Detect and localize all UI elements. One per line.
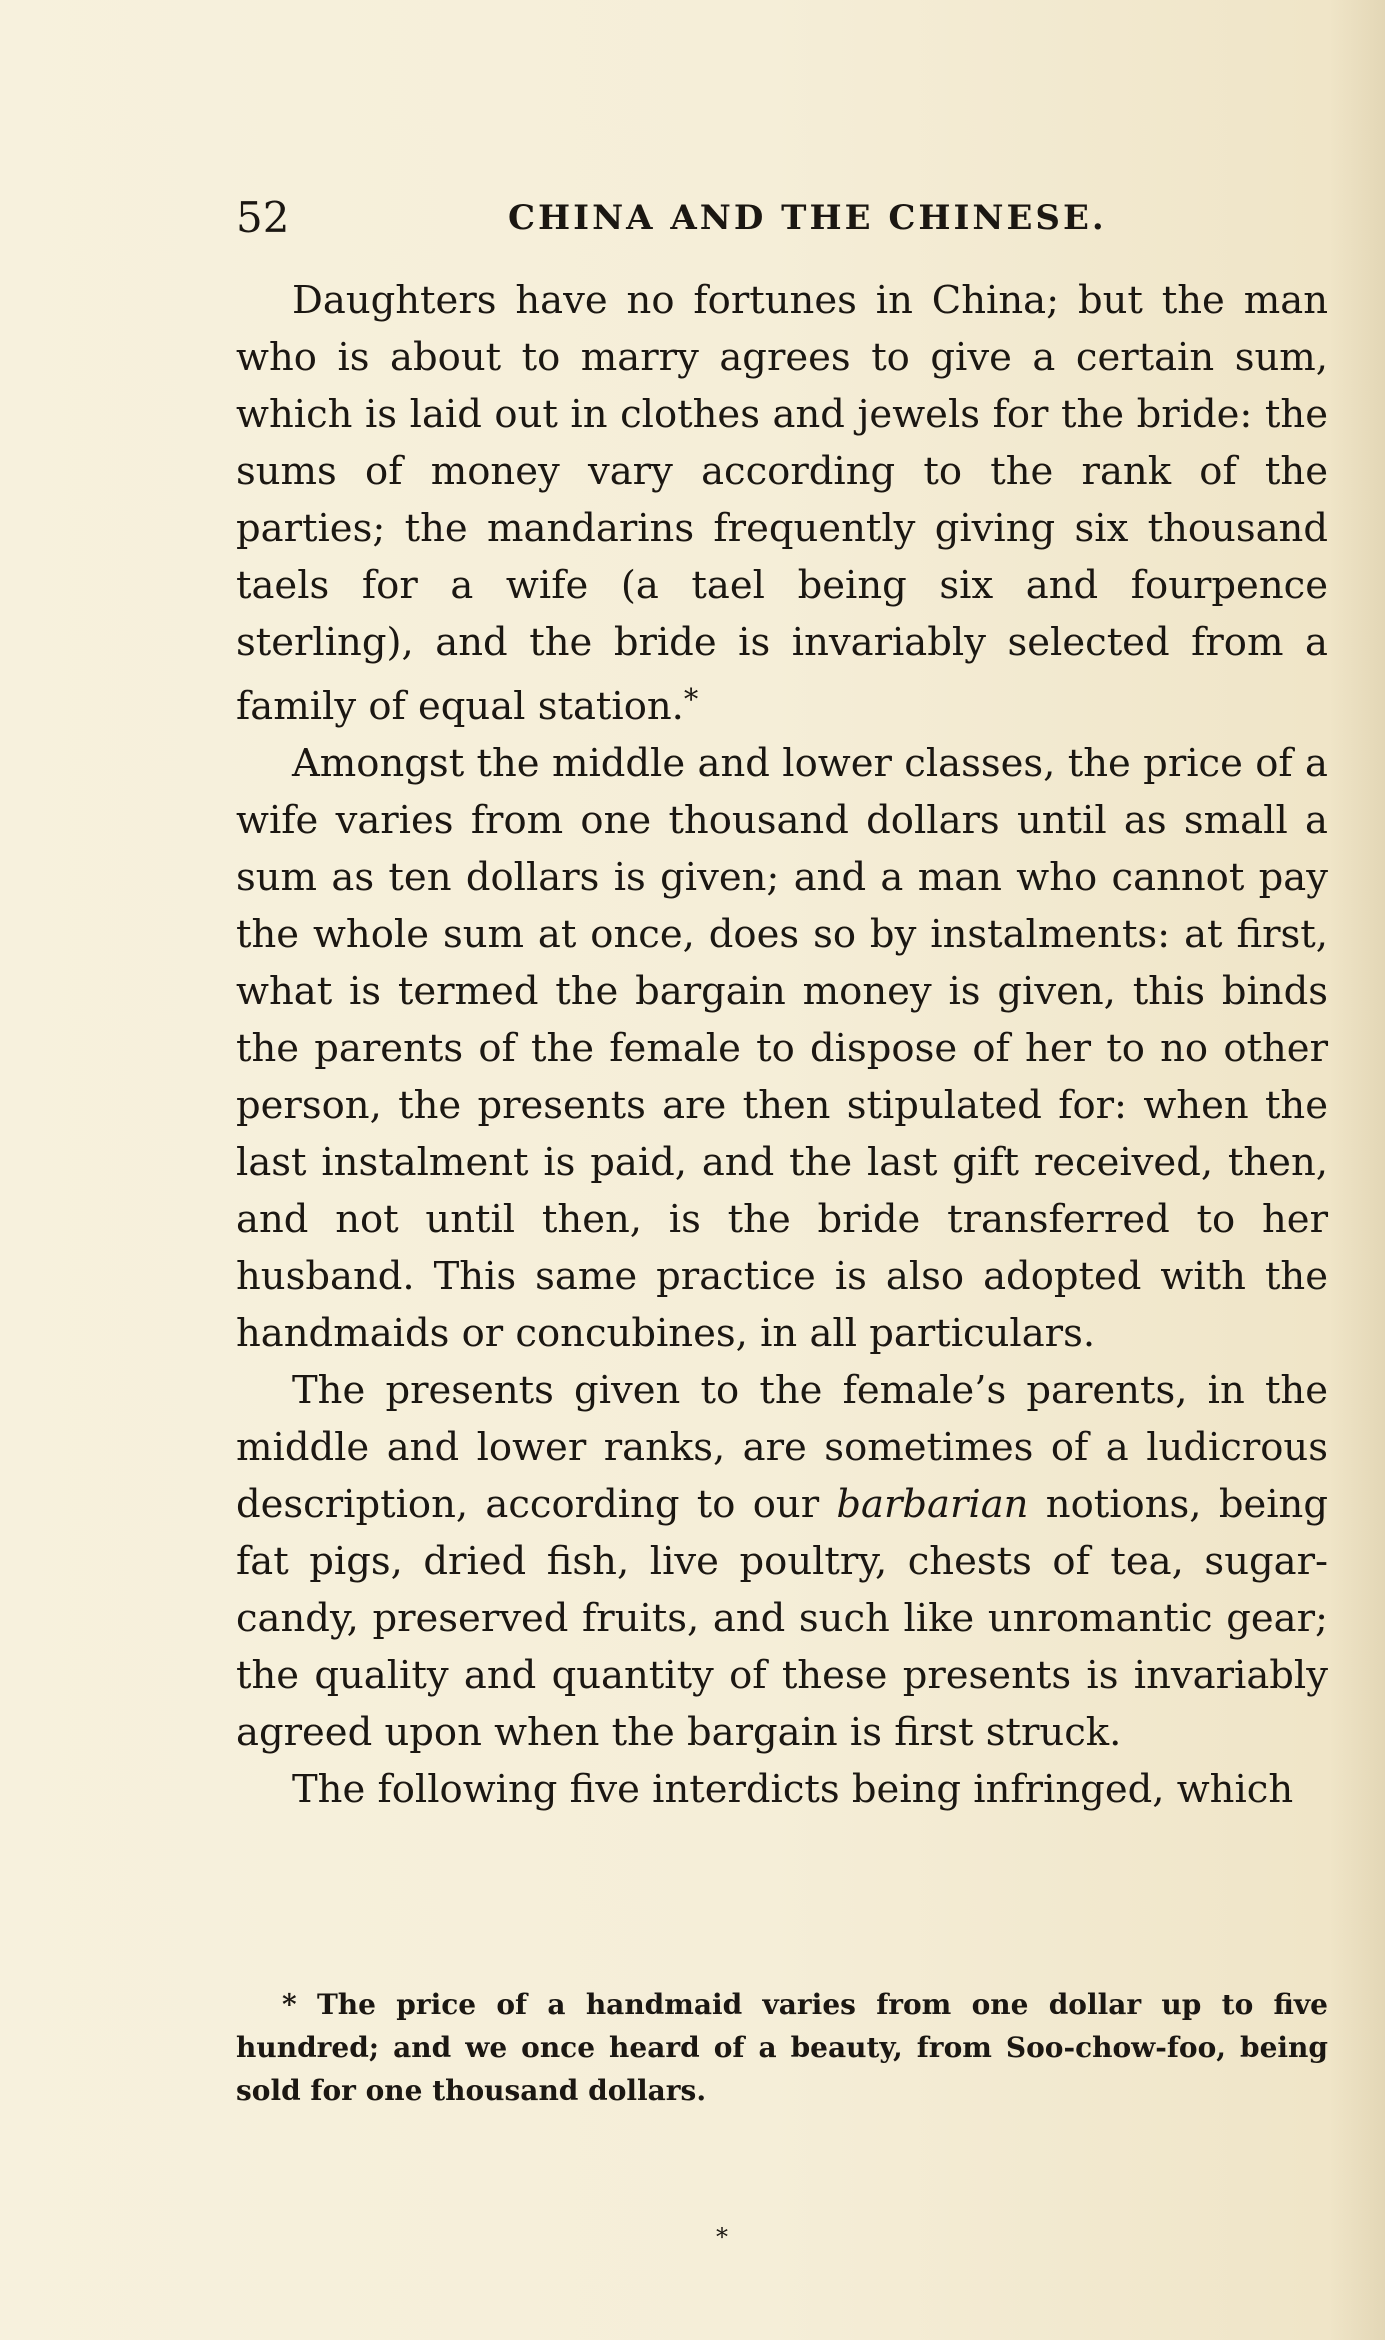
main-text bbox=[236, 272, 1328, 1818]
footnote-marker: * bbox=[282, 1988, 297, 2021]
paragraph-presents bbox=[236, 1362, 1328, 1761]
paragraph-text: Amongst the middle and lower classes, the price of a wife varies from one thousand dollars until as small a sum as ten dollars is given; and a man who cannot pay the whole sum at once, does so by instalments: at first, what is termed the bargain money is given, this binds the parents of the female to dispose of her to no other person, the presents are then stipulated for: when the last instalment is paid, and the last gift received, then, and not until then, is the bride transferred to her husband. This same practice is also adopted with the handmaids or concubines, in all particulars. bbox=[236, 741, 1328, 1357]
running-title: CHINA AND THE CHINESE. bbox=[508, 198, 1107, 238]
paragraph-text: Daughters have no fortunes in China; but the man who is about to marry agrees to give a certain sum, which is laid out in clothes and jewels for the bride: the sums of money vary according to the rank of the parties; the mandarins frequently giving six thousand taels for a wife (a tael being six and fourpence sterling), and the bride is invariably selected from a family of equal station. bbox=[236, 278, 1328, 730]
paragraph-text-start: The presents given to the female’s parents, in the middle and lower ranks, are sometimes of a ludicrous description, according to our bbox=[236, 1368, 1328, 1528]
footnote-reference: * bbox=[683, 682, 699, 716]
paragraph-text-end: notions, being fat pigs, dried fish, live poultry, chests of tea, sugar-candy, preserved fruits, and such like unromantic gear; the quality and quantity of these presents is invariably agreed upon when the bargain is first struck. bbox=[236, 1482, 1328, 1756]
italic-word: barbarian bbox=[836, 1482, 1029, 1528]
paragraph-price-of-wife bbox=[236, 735, 1328, 1362]
paragraph-daughters bbox=[236, 272, 1328, 735]
paragraph-text: The following five interdicts being infringed, which bbox=[292, 1767, 1294, 1813]
signature-mark: * bbox=[716, 2223, 728, 2251]
footnote-paragraph bbox=[236, 1983, 1328, 2112]
footnote bbox=[236, 1983, 1328, 2112]
page-edge-shadow bbox=[1330, 0, 1385, 2340]
footnote-text: The price of a handmaid varies from one dollar up to five hundred; and we once heard of a beauty, from Soo-chow-foo, being sold for one thousand dollars. bbox=[236, 1988, 1328, 2107]
paragraph-interdicts bbox=[236, 1761, 1328, 1818]
page-number: 52 bbox=[236, 193, 290, 242]
page-header bbox=[236, 188, 1328, 248]
